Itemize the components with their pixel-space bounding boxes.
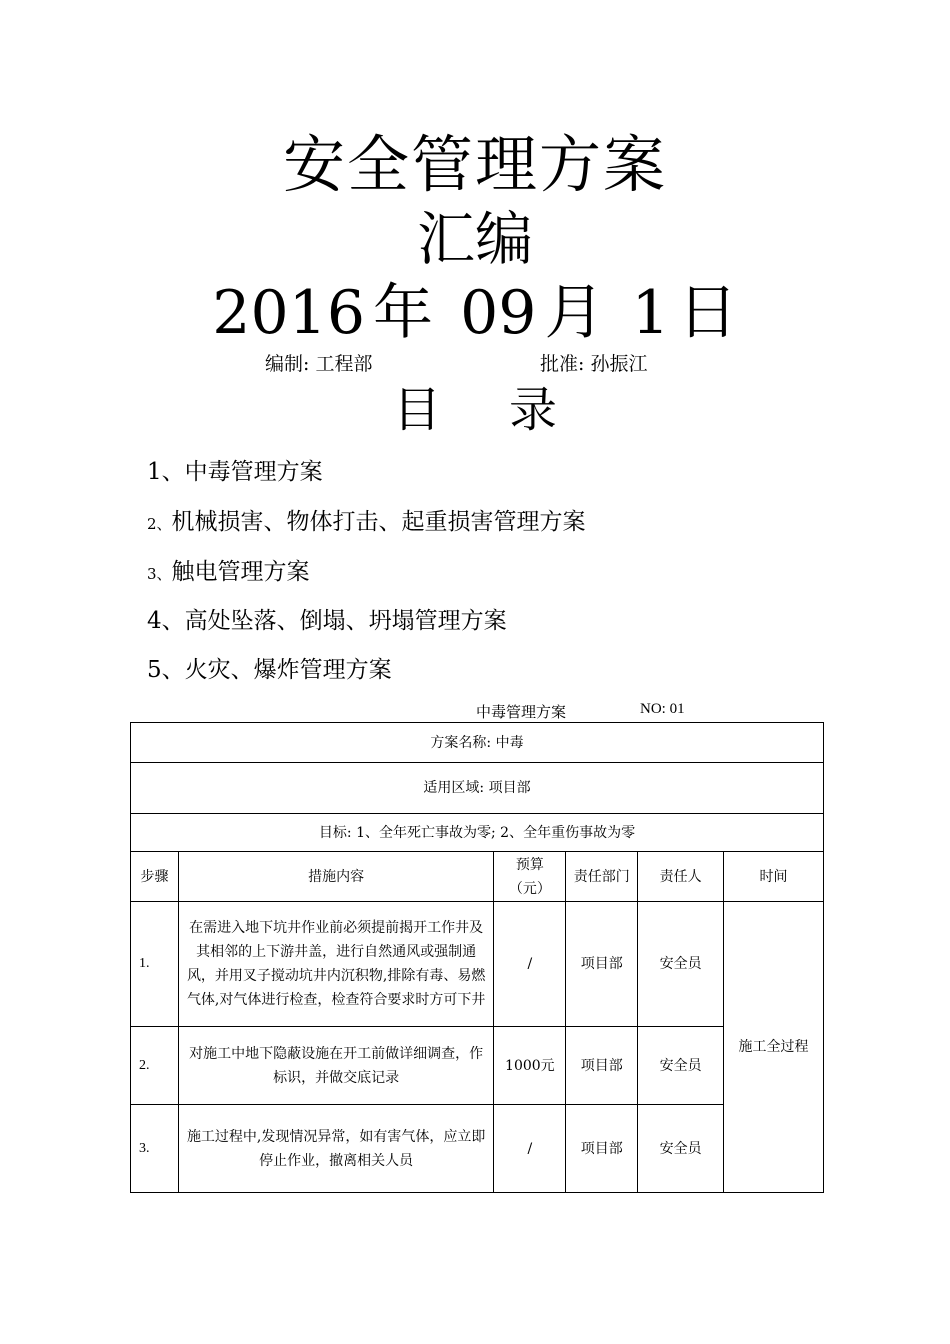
row-dept: 项目部 [566,902,638,1027]
toc-heading [0,382,950,438]
header-budget: 预算（元） [494,852,566,902]
date-day: 1 [631,278,670,348]
row-person: 安全员 [638,1027,724,1105]
plan-name-cell: 方案名称: 中毒 [131,723,824,763]
row-dept: 项目部 [566,1027,638,1105]
scope-cell: 适用区域: 项目部 [131,763,824,814]
goal-cell: 目标: 1、全年死亡事故为零; 2、全年重伤事故为零 [131,814,824,852]
document-title: 安全管理方案 [282,128,667,201]
table-row [131,902,824,1027]
date-month-unit: 月 [544,278,605,348]
row-budget: / [494,1105,566,1193]
table-caption: 中毒管理方案 [476,705,567,721]
date-day-unit: 日 [677,278,738,348]
toc-item-label: 高处坠落、倒塌、坍塌管理方案 [184,608,507,634]
plan-table [130,722,824,1193]
toc-item-label: 中毒管理方案 [184,459,323,485]
row-step: 2. [131,1027,179,1105]
row-person: 安全员 [638,902,724,1027]
row-person: 安全员 [638,1105,724,1193]
header-person: 责任人 [638,852,724,902]
toc-item [147,659,392,682]
date-month: 09 [460,278,537,348]
row-measures: 对施工中地下隐蔽设施在开工前做详细调查，作标识，并做交底记录 [178,1027,493,1105]
toc-item [147,610,507,633]
date-year: 2016 [212,278,365,348]
toc-item-number: 5、 [147,657,185,683]
toc-item [147,511,586,534]
row-budget: 1000元 [494,1027,566,1105]
table-row [131,1105,824,1193]
table-number: NO: 01 [640,701,685,717]
row-budget: / [494,902,566,1027]
toc-item-label: 机械损害、物体打击、起重损害管理方案 [171,509,586,535]
header-dept: 责任部门 [566,852,638,902]
toc-item-number: 4、 [147,608,185,634]
row-measures: 在需进入地下坑井作业前必须提前揭开工作井及其相邻的上下游井盖，进行自然通风或强制通风，并用叉子搅动坑井内沉积物,排除有毒、易燃气体,对气体进行检查，检查符合要求时方可下井 [178,902,493,1027]
date-year-unit: 年 [373,278,433,348]
toc-item-number: 3、 [147,565,172,583]
toc-item [147,561,310,584]
header-time: 时间 [724,852,824,902]
row-measures: 施工过程中,发现情况异常，如有害气体，应立即停止作业，撤离相关人员 [178,1105,493,1193]
table-row [131,1027,824,1105]
header-step: 步骤 [131,852,179,902]
row-step: 1. [131,902,179,1027]
approved-by: 批准: 孙振江 [540,353,648,375]
row-dept: 项目部 [566,1105,638,1193]
toc-item-label: 火灾、爆炸管理方案 [184,657,392,683]
compiled-by: 编制: 工程部 [265,353,373,375]
toc-heading-char-1: 目 [392,382,441,438]
toc-item-label: 触电管理方案 [171,559,310,585]
toc-item [147,461,323,484]
toc-item-number: 2、 [147,515,172,533]
toc-item-number: 1、 [147,459,185,485]
time-cell: 施工全过程 [724,902,824,1193]
document-date [0,278,950,348]
document-subtitle: 汇编 [416,205,533,273]
row-step: 3. [131,1105,179,1193]
toc-heading-char-2: 录 [509,382,558,438]
header-measures: 措施内容 [178,852,493,902]
